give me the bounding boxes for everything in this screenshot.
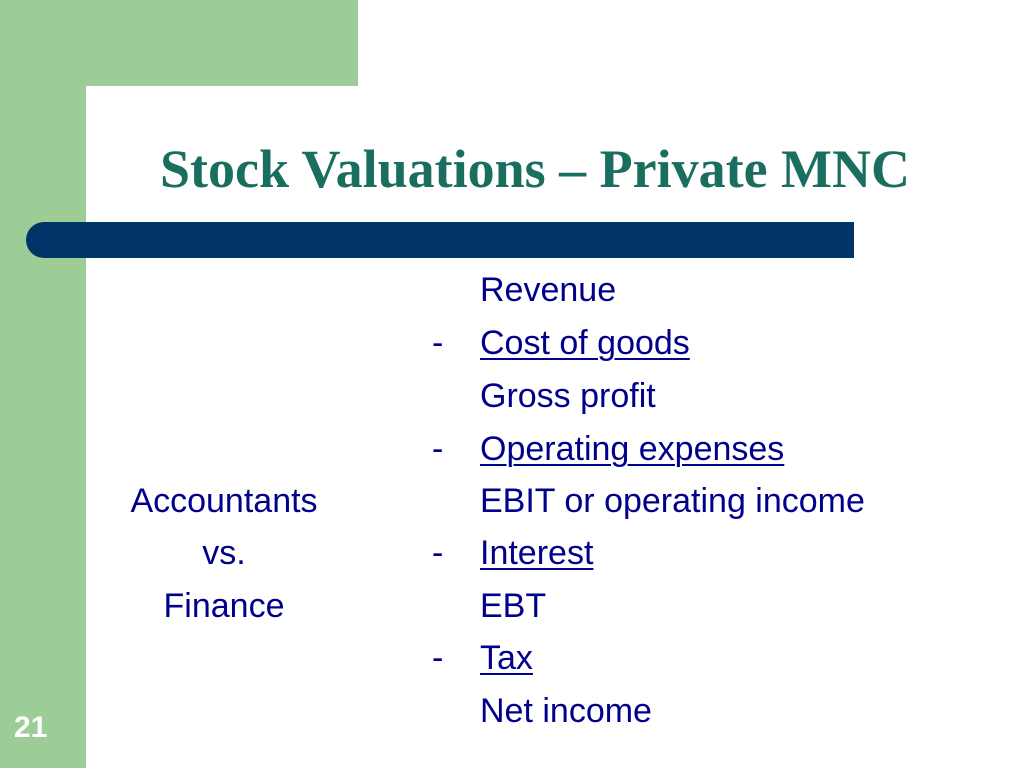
statement-line-net-income: Net income (480, 692, 652, 730)
slide-title: Stock Valuations – Private MNC (159, 139, 910, 199)
label-finance: Finance (163, 587, 285, 625)
slide-number: 21 (14, 711, 48, 744)
label-vs: vs. (202, 534, 246, 572)
statement-line-interest: Interest (480, 534, 594, 572)
green-left-band (0, 0, 86, 768)
statement-line-revenue: Revenue (480, 271, 617, 309)
statement-line-cost-of-goods: Cost of goods (480, 324, 690, 362)
title-underline-bar (26, 222, 854, 258)
statement-line-tax: Tax (480, 639, 533, 677)
minus-sign: - (432, 324, 444, 362)
statement-line-gross-profit: Gross profit (480, 377, 656, 415)
minus-sign: - (432, 534, 444, 572)
statement-line-ebt: EBT (480, 587, 547, 625)
minus-sign: - (432, 639, 444, 677)
label-accountants: Accountants (130, 482, 318, 520)
statement-line-ebit: EBIT or operating income (480, 482, 865, 520)
statement-line-operating-expenses: Operating expenses (480, 430, 785, 468)
minus-sign: - (432, 430, 444, 468)
green-top-band (0, 0, 358, 86)
